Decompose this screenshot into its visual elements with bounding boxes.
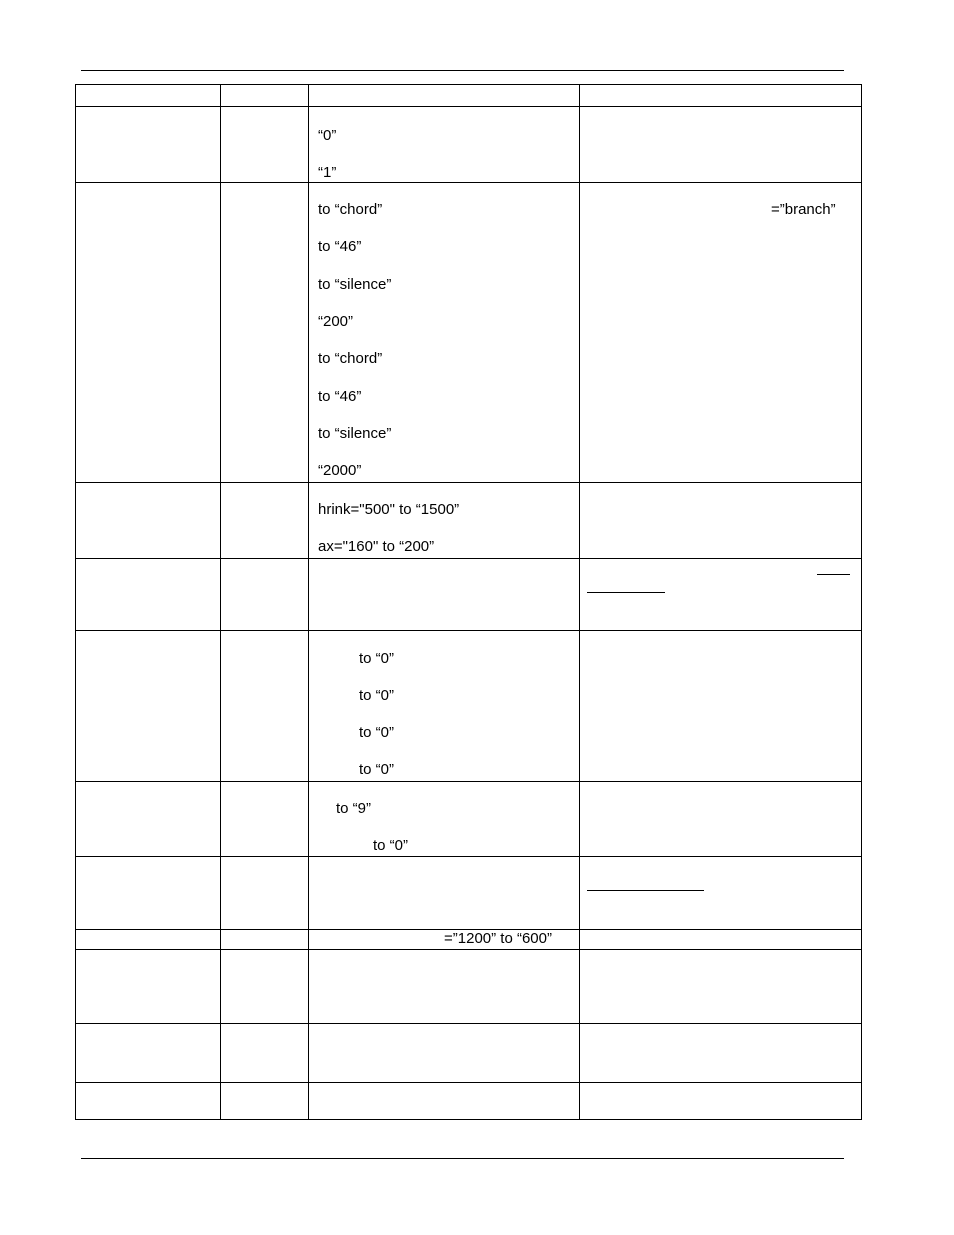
- description-text: =”branch”: [771, 201, 836, 218]
- table-row: [76, 1083, 862, 1120]
- value-line: to “silence”: [318, 276, 392, 293]
- value-line: to “0”: [359, 724, 395, 741]
- value-line: “1”: [318, 164, 337, 181]
- table-row: [76, 631, 862, 782]
- value-line: to “0”: [359, 687, 395, 704]
- value-cell: [309, 107, 580, 183]
- table-row: [76, 950, 862, 1024]
- value-line: to “silence”: [318, 425, 392, 442]
- value-line: “200”: [318, 313, 354, 330]
- description-cell: [580, 559, 862, 631]
- value-line: “0”: [318, 127, 337, 144]
- value-line: hrink="500" to “1500”: [318, 501, 460, 518]
- table-row: [76, 559, 862, 631]
- header-rule: [81, 70, 844, 71]
- table-row: [76, 857, 862, 930]
- value-line: =”1200” to “600”: [444, 930, 552, 947]
- table-row: [76, 107, 862, 183]
- value-line: to “9”: [336, 800, 372, 817]
- value-cell: [309, 183, 580, 483]
- table-row: [76, 782, 862, 857]
- header-cell: [221, 85, 309, 107]
- header-cell: [76, 85, 221, 107]
- table-row: [76, 183, 862, 483]
- description-cell: [580, 857, 862, 930]
- value-line: to “chord”: [318, 201, 383, 218]
- table-row: [76, 483, 862, 559]
- footer-rule: [81, 1158, 844, 1159]
- table-header-row: [76, 85, 862, 107]
- header-cell: [309, 85, 580, 107]
- value-line: to “0”: [359, 650, 395, 667]
- value-line: to “0”: [373, 837, 409, 854]
- underline-mark: [817, 574, 850, 575]
- table-row: [76, 1024, 862, 1083]
- value-line: to “46”: [318, 238, 362, 255]
- value-line: to “46”: [318, 388, 362, 405]
- underline-mark: [587, 592, 665, 593]
- value-line: “2000”: [318, 462, 362, 479]
- underline-mark: [587, 890, 704, 891]
- value-cell: [309, 930, 580, 950]
- value-line: ax="160" to “200”: [318, 538, 435, 555]
- table-row: [76, 930, 862, 950]
- value-cell: [309, 483, 580, 559]
- value-cell: [309, 782, 580, 857]
- header-cell: [580, 85, 862, 107]
- description-cell: [580, 183, 862, 483]
- value-line: to “0”: [359, 761, 395, 778]
- parameter-table: [75, 84, 862, 1120]
- value-line: to “chord”: [318, 350, 383, 367]
- value-cell: [309, 631, 580, 782]
